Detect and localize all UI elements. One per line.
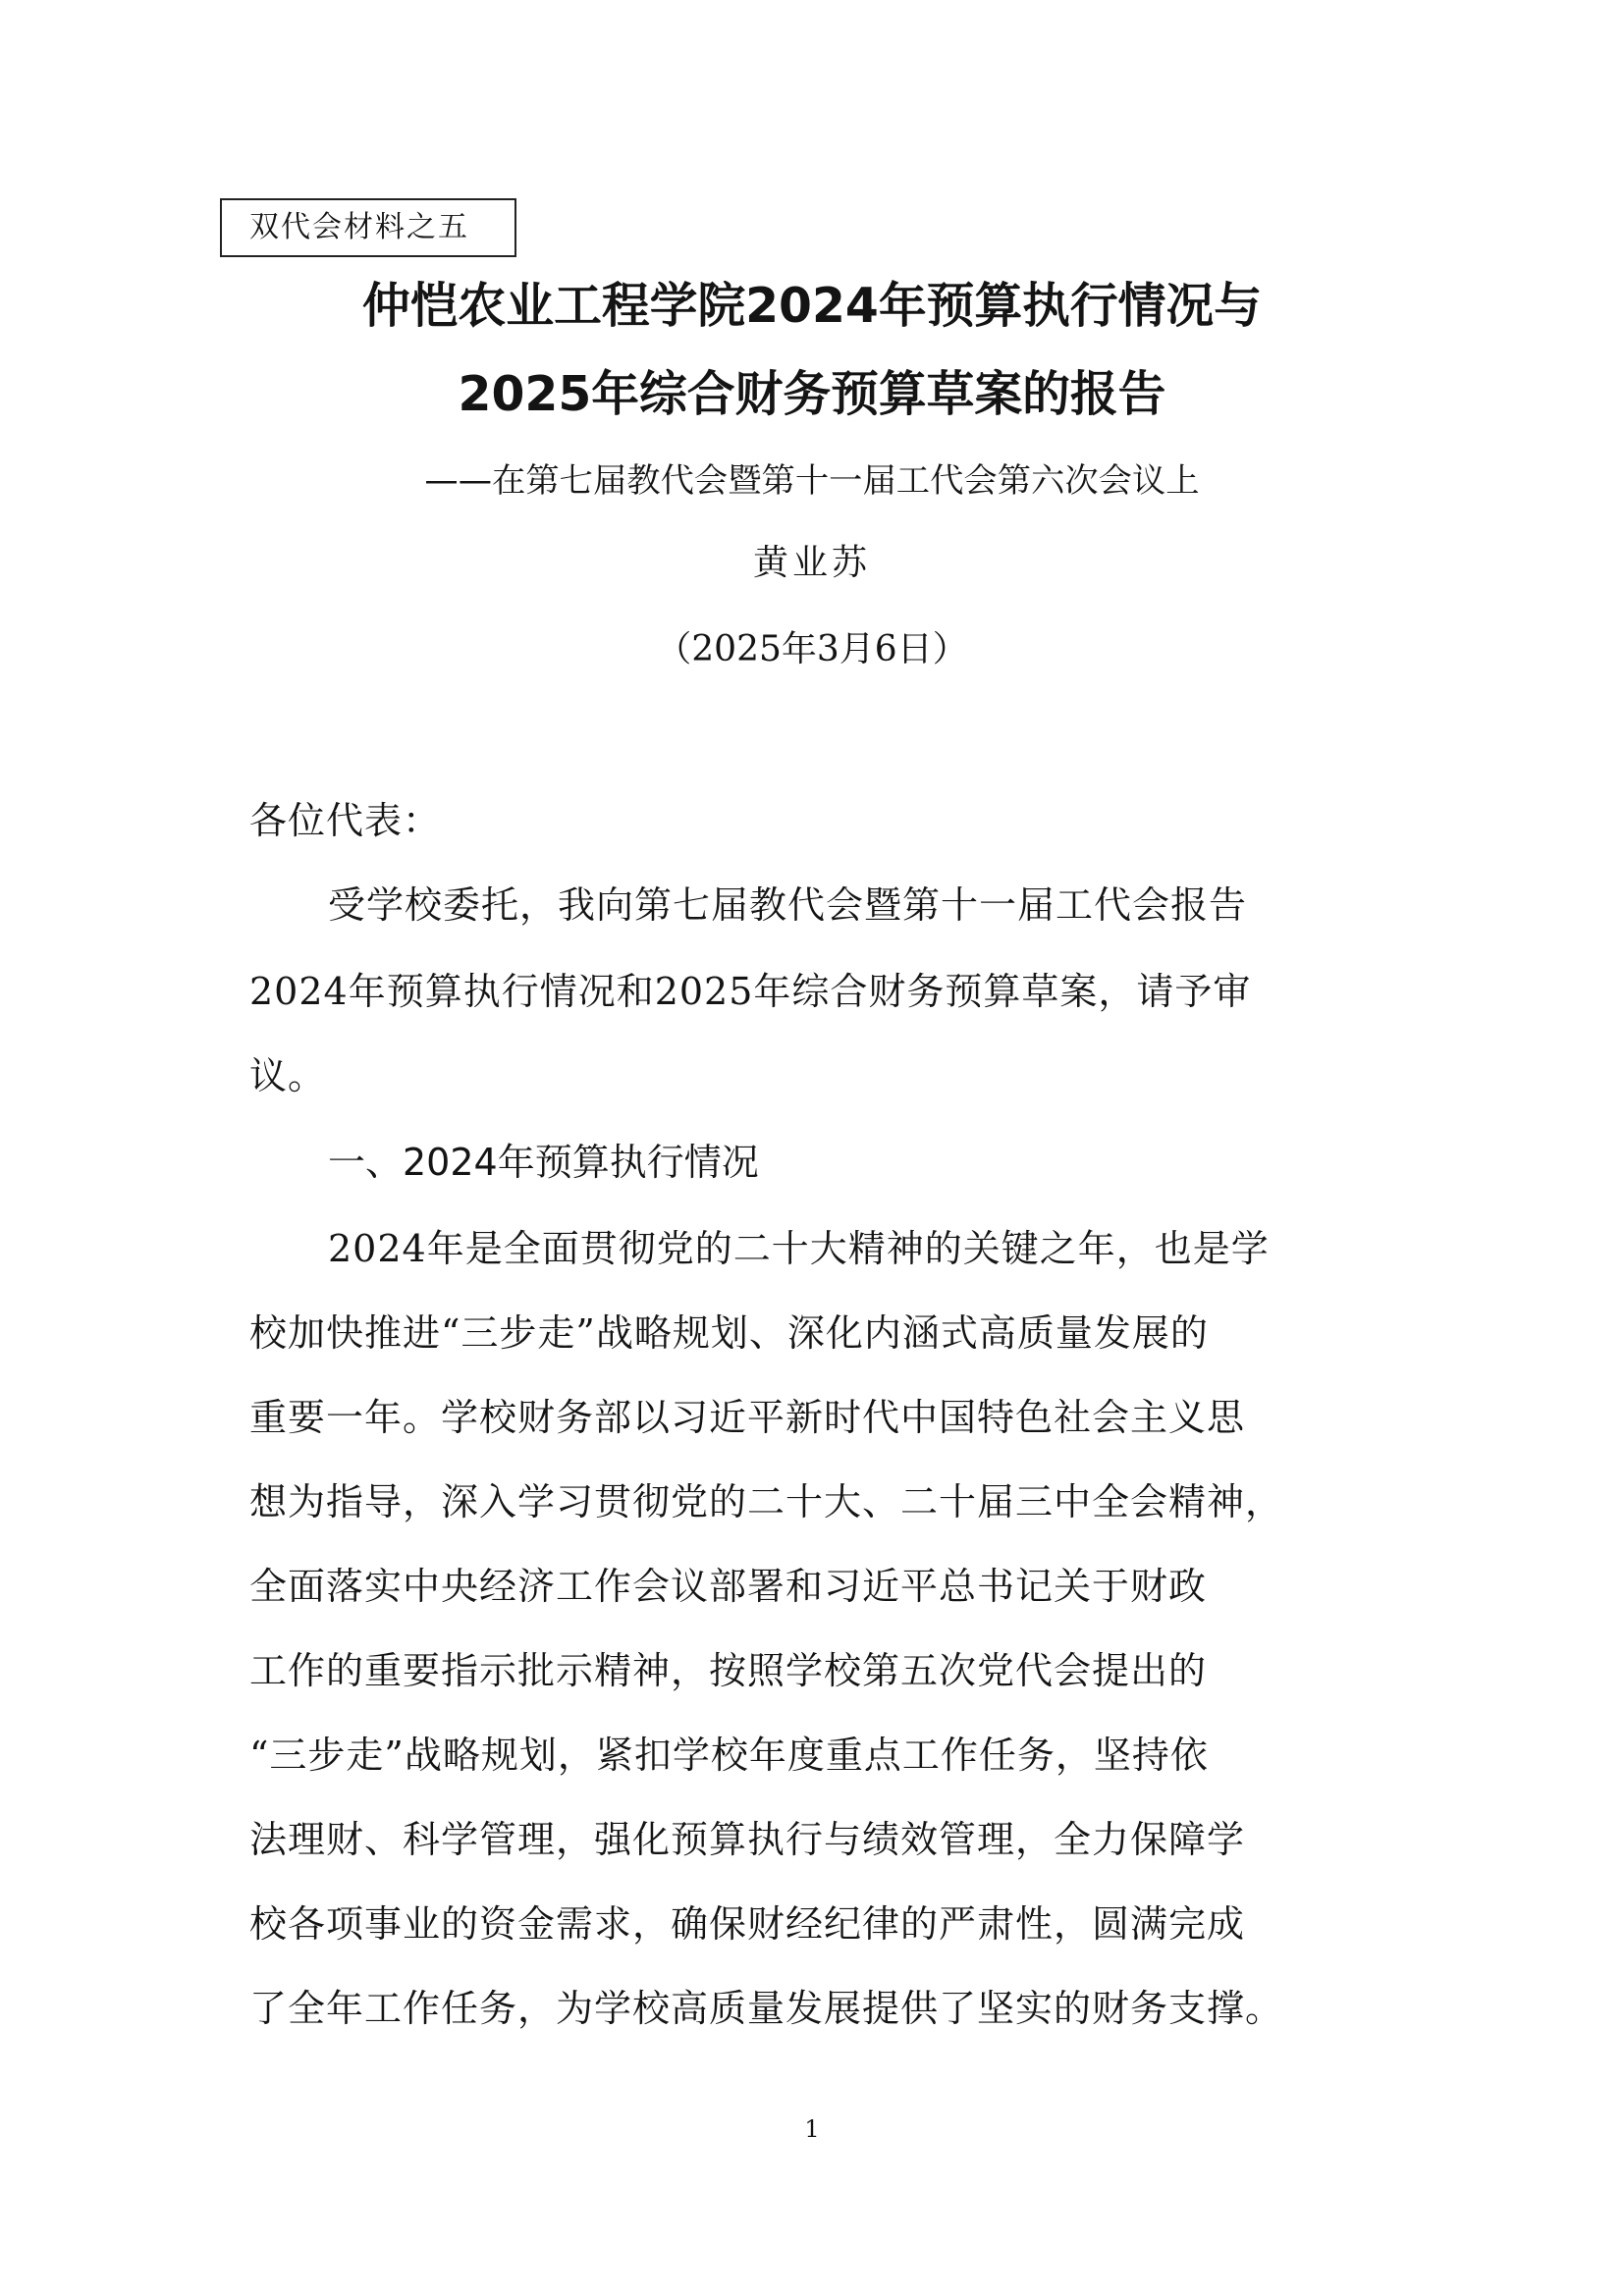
paragraph-line: 校加快推进“三步走”战略规划、深化内涵式高质量发展的 [249,1311,1209,1355]
paragraph-line: 想为指导，深入学习贯彻党的二十大、二十届三中全会精神， [249,1480,1284,1523]
title-line-2: 2025年综合财务预算草案的报告 [458,366,1166,422]
paragraph-line: 了全年工作任务，为学校高质量发展提供了坚实的财务支撑。 [249,1987,1284,2030]
page-number: 1 [804,2115,820,2143]
paragraph-line: “三步走”战略规划，紧扣学校年度重点工作任务，坚持依 [249,1734,1209,1777]
paragraph-line: 重要一年。学校财务部以习近平新时代中国特色社会主义思 [249,1396,1246,1439]
date: （2025年3月6日） [656,629,968,669]
paragraph-line: 全面落实中央经济工作会议部署和习近平总书记关于财政 [249,1565,1208,1608]
paragraph-line: 工作的重要指示批示精神，按照学校第五次党代会提出的 [249,1649,1208,1692]
paragraph-line: 法理财、科学管理，强化预算执行与绩效管理，全力保障学 [249,1818,1246,1861]
author: 黄业苏 [752,543,871,583]
paragraph-line: 2024年是全面贯彻党的二十大精神的关键之年，也是学 [328,1227,1270,1270]
document-label-box: 双代会材料之五 [220,198,516,257]
subtitle: ——在第七届教代会暨第十一届工代会第六次会议上 [424,461,1200,501]
intro-line: 2024年预算执行情况和2025年综合财务预算草案，请予审 [249,970,1252,1013]
section-heading: 一、2024年预算执行情况 [328,1141,759,1184]
intro-line: 受学校委托，我向第七届教代会暨第十一届工代会报告 [328,883,1248,927]
intro-line: 议。 [249,1054,327,1097]
title-line-1: 仲恺农业工程学院2024年预算执行情况与 [362,278,1262,334]
paragraph-line: 校各项事业的资金需求，确保财经纪律的严肃性，圆满完成 [249,1902,1246,1946]
salutation: 各位代表： [249,799,442,842]
